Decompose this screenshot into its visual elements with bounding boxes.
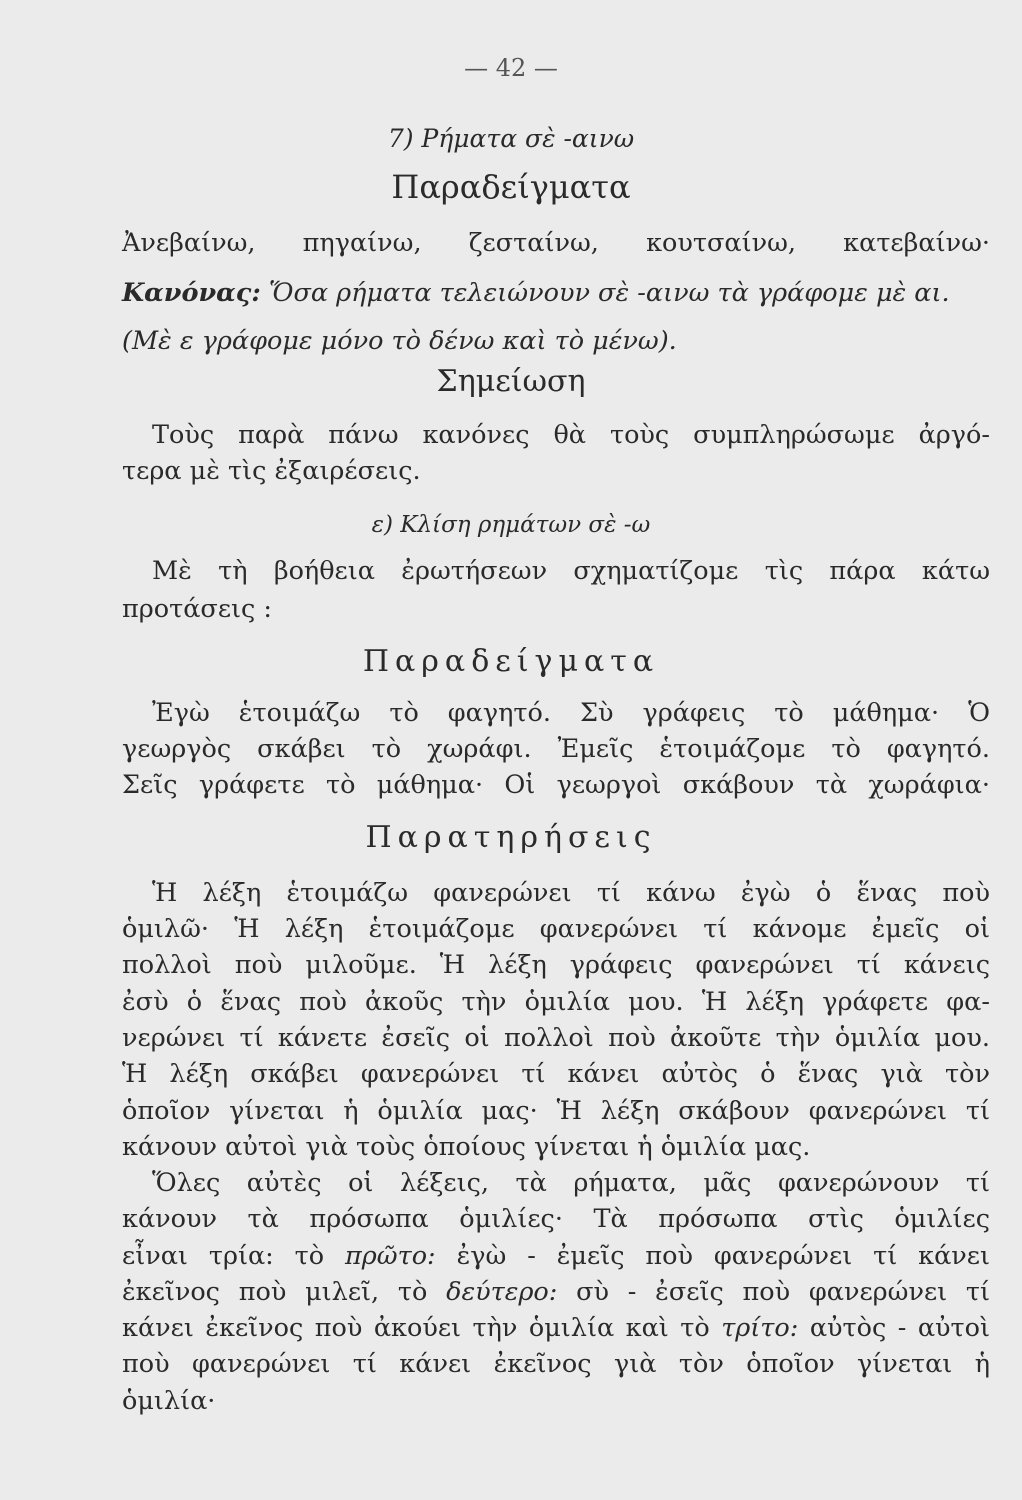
rule-label: Κανόνας: [122,278,261,308]
observation-line-3: πολλοὶ ποὺ μιλοῦμε. Ἡ λέξη γράφεις φανερώνει τί κάνεις [122,950,990,980]
observation-line-8: κάνουν αὐτοὶ γιὰ τοὺς ὁποίους γίνεται ἡ ὁμιλία μας. [122,1132,811,1162]
term-first: πρῶτο: [345,1241,436,1271]
final-line-5 [122,1313,990,1343]
example-line-3: Σεῖς γράφετε τὸ μάθημα· Οἱ γεωργοὶ σκάβουν τὰ χωράφια· [122,770,990,800]
final-line-4-part-b: σὺ - ἐσεῖς ποὺ φανερώνει τί [576,1277,991,1307]
examples-heading-1: Παραδείγματα [391,168,631,206]
final-line-4 [122,1277,990,1307]
observation-line-1: Ἡ λέξη ἑτοιμάζω φανερώνει τί κάνω ἐγὼ ὁ ἕνας ποὺ [152,878,990,908]
observation-line-4: ἐσὺ ὁ ἕνας ποὺ ἀκοῦς τὴν ὁμιλία μου. Ἡ λέξη γράφετε φα- [122,987,990,1017]
page-number: — 42 — [464,54,558,82]
note-line-2: τερα μὲ τὶς ἐξαιρέσεις. [122,456,421,486]
term-third: τρίτο: [721,1313,799,1343]
final-line-6: ποὺ φανερώνει τί κάνει ἐκεῖνος γιὰ τὸν ὁποῖον γίνεται ἡ [122,1349,990,1379]
observation-line-7: ὁποῖον γίνεται ἡ ὁμιλία μας· Ἡ λέξη σκάβουν φανερώνει τί [122,1096,990,1126]
final-line-3-part-b: ἐγὼ - ἐμεῖς ποὺ φανερώνει τί κάνει [456,1241,991,1271]
section-7-title: 7) Ρήματα σὲ -αινω [387,124,635,153]
example-line-2: γεωργὸς σκάβει τὸ χωράφι. Ἐμεῖς ἑτοιμάζομε τὸ φαγητό. [122,734,990,764]
section-e-title: ε) Κλίση ρημάτων σὲ -ω [371,512,651,538]
final-line-3-part-a: εἶναι τρία: τὸ [122,1241,325,1271]
final-line-5-part-b: αὐτὸς - αὐτοὶ [809,1313,990,1343]
final-line-3 [122,1241,990,1271]
observation-line-2: ὁμιλῶ· Ἡ λέξη ἑτοιμάζομε φανερώνει τί κάνομε ἐμεῖς οἱ [122,914,990,944]
rule-text: Ὅσα ρήματα τελειώνουν σὲ -αινω τὰ γράφομε μὲ αι. [268,278,950,308]
examples-heading-2: Παραδείγματα [362,644,660,679]
final-line-1: Ὅλες αὐτὲς οἱ λέξεις, τὰ ρήματα, μᾶς φανερώνουν τί [152,1168,990,1198]
final-line-5-part-a: κάνει ἐκεῖνος ποὺ ἀκούει τὴν ὁμιλία καὶ τὸ [122,1313,710,1343]
example-line-1: Ἐγὼ ἑτοιμάζω τὸ φαγητό. Σὺ γράφεις τὸ μάθημα· Ὁ [152,698,990,728]
intro-line-1: Μὲ τὴ βοήθεια ἐρωτήσεων σχηματίζομε τὶς πάρα κάτω [152,556,990,586]
observation-line-6: Ἡ λέξη σκάβει φανερώνει τί κάνει αὐτὸς ὁ ἕνας γιὰ τὸν [122,1059,990,1089]
examples-line: Ἀνεβαίνω, πηγαίνω, ζεσταίνω, κουτσαίνω, κατεβαίνω· [122,228,990,258]
term-second: δεύτερο: [446,1277,558,1307]
observation-line-5: νερώνει τί κάνετε ἐσεῖς οἱ πολλοὶ ποὺ ἀκοῦτε τὴν ὁμιλία μου. [122,1023,990,1053]
final-line-4-part-a: ἐκεῖνος ποὺ μιλεῖ, τὸ [122,1277,428,1307]
intro-line-2: προτάσεις : [122,594,273,624]
final-line-2: κάνουν τὰ πρόσωπα ὁμιλίες· Τὰ πρόσωπα στὶς ὁμιλίες [122,1204,990,1234]
note-heading: Σημείωση [436,364,586,399]
final-line-7: ὁμιλία· [122,1386,216,1416]
rule-line [122,278,950,308]
rule-line-2: (Μὲ ε γράφομε μόνο τὸ δένω καὶ τὸ μένω). [122,326,677,356]
note-line-1: Τοὺς παρὰ πάνω κανόνες θὰ τοὺς συμπληρώσωμε ἀργό- [152,420,990,450]
observations-heading: Παρατηρήσεις [365,820,657,855]
